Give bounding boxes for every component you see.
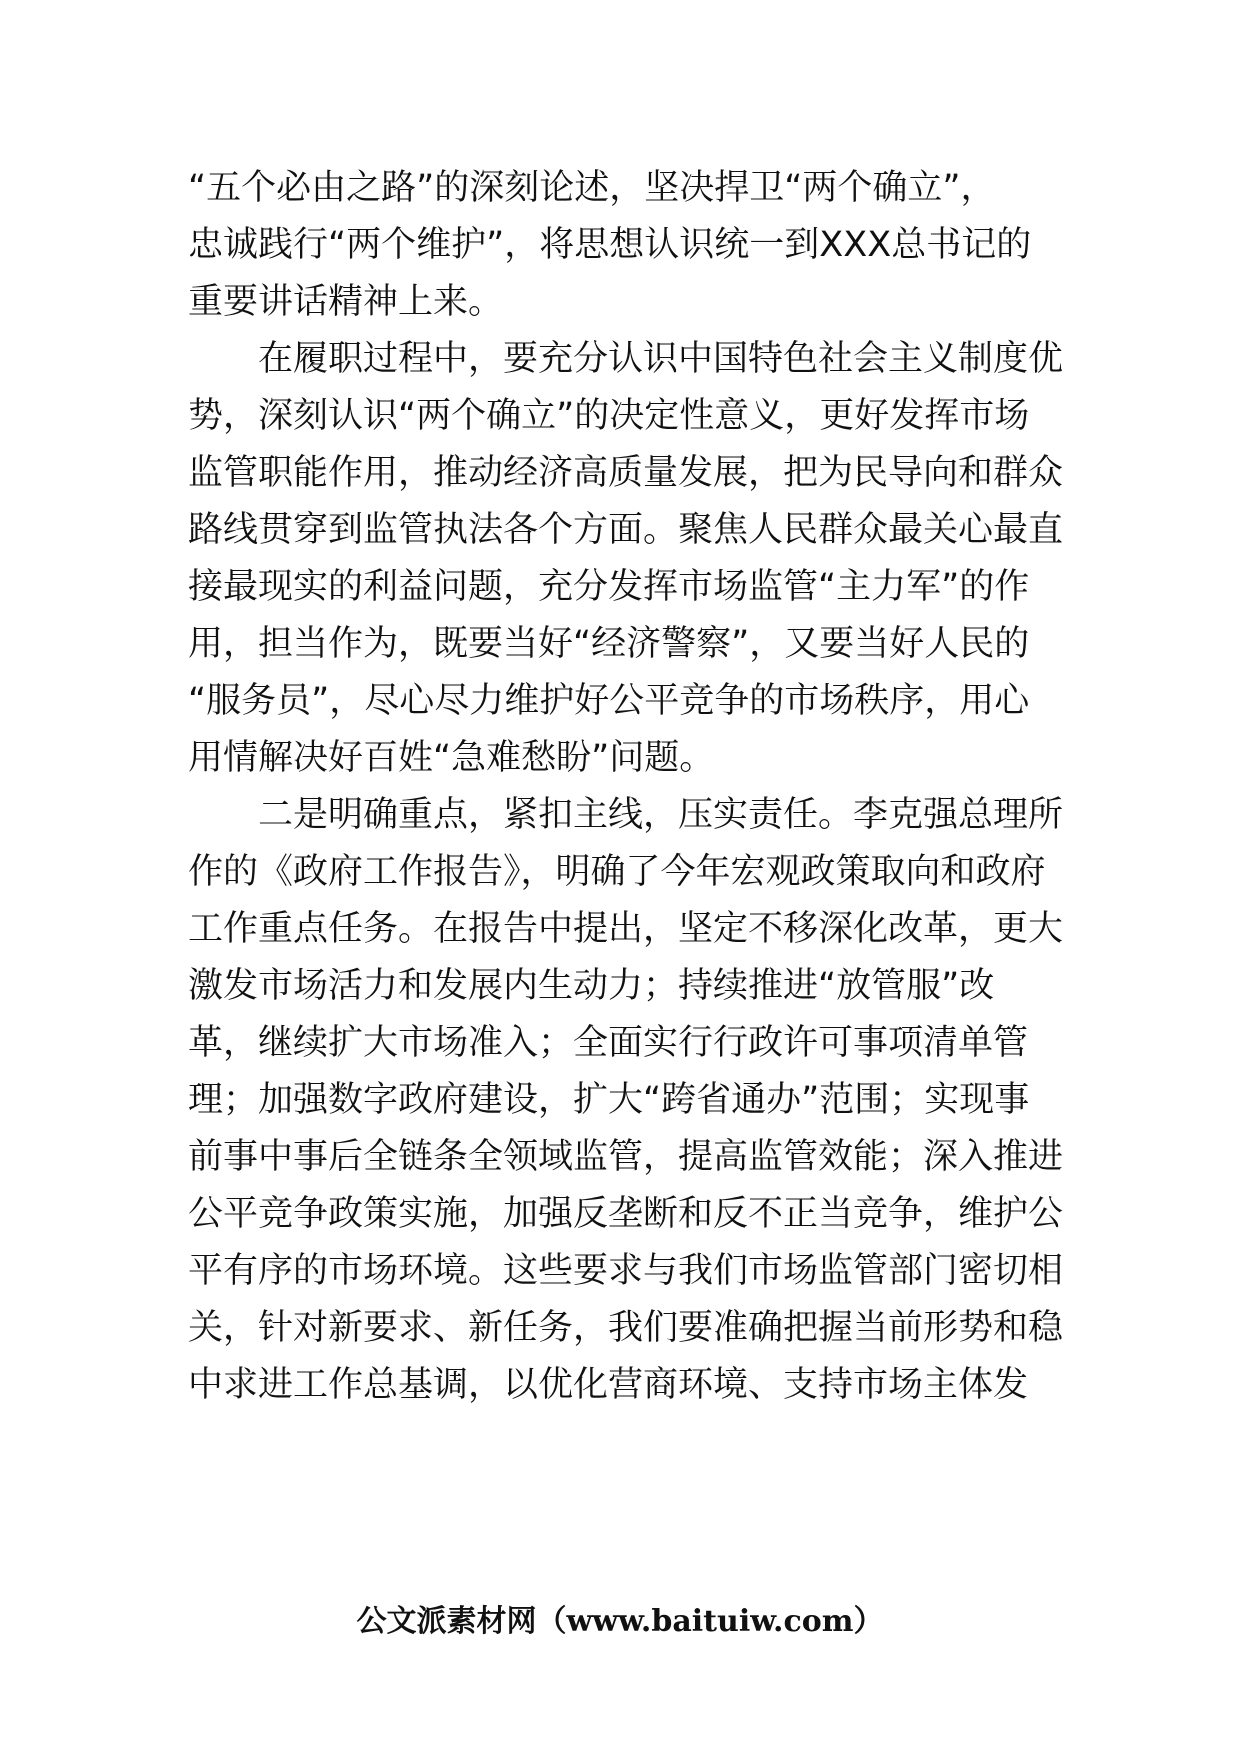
footer-watermark-text: 公文派素材网（www.baituiw.com） — [356, 1604, 884, 1639]
text-line: 关，针对新要求、新任务，我们要准确把握当前形势和稳 — [188, 1308, 1064, 1348]
text-line: 中求进工作总基调，以优化营商环境、支持市场主体发 — [188, 1365, 1029, 1405]
text-line: “五个必由之路”的深刻论述，坚决捍卫“两个确立”， — [188, 168, 996, 208]
text-line: 忠诚践行“两个维护”，将思想认识统一到XXX总书记的 — [188, 225, 1032, 265]
text-line: 激发市场活力和发展内生动力；持续推进“放管服”改 — [188, 966, 995, 1006]
text-line: 平有序的市场环境。这些要求与我们市场监管部门密切相 — [188, 1251, 1064, 1291]
text-line: 路线贯穿到监管执法各个方面。聚焦人民群众最关心最直 — [188, 510, 1064, 550]
text-line: “服务员”，尽心尽力维护好公平竞争的市场秩序，用心 — [188, 681, 1030, 721]
text-line: 接最现实的利益问题，充分发挥市场监管“主力军”的作 — [188, 567, 1030, 607]
text-line: 重要讲话精神上来。 — [188, 282, 504, 322]
text-line: 二是明确重点，紧扣主线，压实责任。李克强总理所 — [188, 795, 1064, 835]
text-line: 在履职过程中，要充分认识中国特色社会主义制度优 — [188, 339, 1064, 379]
text-line: 革，继续扩大市场准入；全面实行行政许可事项清单管 — [188, 1023, 1029, 1063]
text-line: 前事中事后全链条全领域监管，提高监管效能；深入推进 — [188, 1137, 1064, 1177]
text-line: 作的《政府工作报告》，明确了今年宏观政策取向和政府 — [188, 852, 1046, 892]
text-line: 用，担当作为，既要当好“经济警察”，又要当好人民的 — [188, 624, 1030, 664]
text-line: 势，深刻认识“两个确立”的决定性意义，更好发挥市场 — [188, 396, 1030, 436]
text-line: 理；加强数字政府建设，扩大“跨省通办”范围；实现事 — [188, 1080, 1030, 1120]
text-line: 用情解决好百姓“急难愁盼”问题。 — [188, 738, 715, 778]
text-line: 公平竞争政策实施，加强反垄断和反不正当竞争，维护公 — [188, 1194, 1064, 1234]
text-line: 监管职能作用，推动经济高质量发展，把为民导向和群众 — [188, 453, 1064, 493]
text-line: 工作重点任务。在报告中提出，坚定不移深化改革，更大 — [188, 909, 1064, 949]
